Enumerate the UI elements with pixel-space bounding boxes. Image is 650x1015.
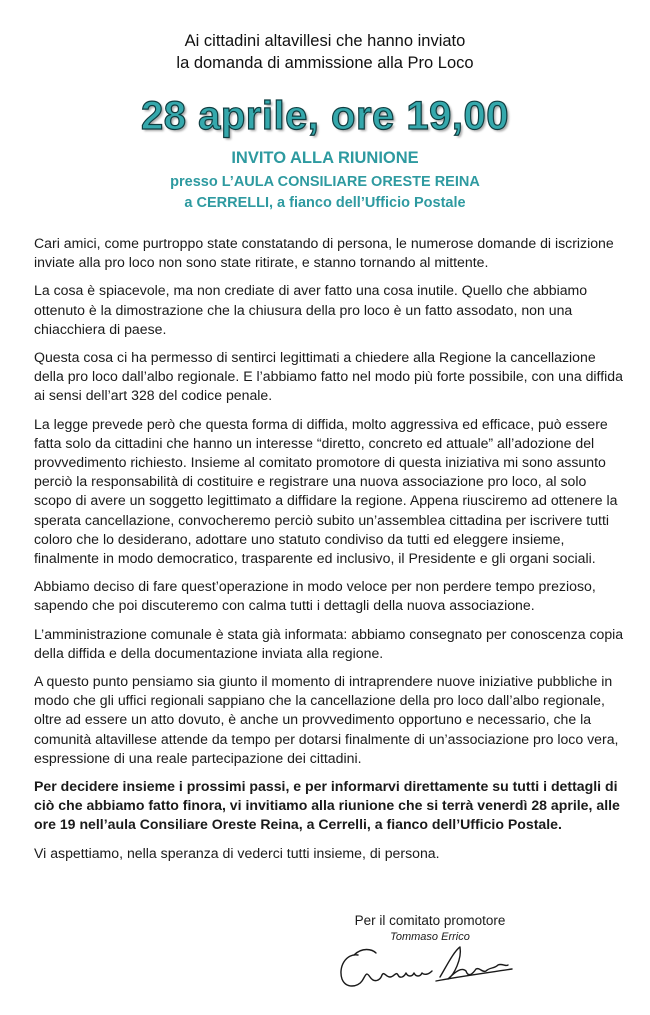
paragraph-8-invitation: Per decidere insieme i prossimi passi, e per informarvi direttamente su tutti i dettagli di ciò che abbiamo fatto finora, vi invitiamo alla riunione che si terrà venerdì 28 aprile, alle ore 19 nell’aula Consiliare Oreste Reina, a Cerrelli, a fianco dell’Ufficio Postale. — [34, 778, 620, 833]
handwritten-signature — [336, 937, 526, 997]
date-title: 28 aprile, ore 19,00 — [140, 94, 509, 138]
paragraph-3: Questa cosa ci ha permesso di sentirci legittimati a chiedere alla Regione la cancellazione della pro loco dall’albo regionale. E l’abbiamo fatto nel modo più forte possibile, con una diffida ai sensi dell’art 328 del codice penale. — [34, 349, 623, 404]
paragraph-9: Vi aspettiamo, nella speranza di vederci tutti insieme, di persona. — [34, 844, 440, 861]
paragraph-2: La cosa è spiacevole, ma non crediate di aver fatto una cosa inutile. Quello che abbiamo ottenuto è la dimostrazione che la chiusura della pro loco è un fatto assodato, non una chiacchiera di paese. — [34, 282, 588, 337]
paragraph-1: Cari amici, come purtroppo state constatando di persona, le numerose domande di iscrizione inviate alla pro loco non sono state ritirate, e stanno tornando al mittente. — [34, 235, 614, 271]
invito-heading: INVITO ALLA RIUNIONE — [231, 149, 419, 167]
intro-block — [0, 30, 650, 74]
venue-block — [0, 172, 650, 214]
paragraph-4: La legge prevede però che questa forma di diffida, molto aggressiva ed efficace, può essere fatta solo da cittadini che hanno un interesse “diretto, concreto ed attuale” all’adozione del provvedimento richiesto. Insieme al comitato promotore di questa iniziativa mi sono assunto perciò la responsabilità di costituire e registrare una nuova associazione pro loco, al solo scopo di avere un soggetto legittimato a diffidare la regione. Appena riusciremo ad ottenere la sperata cancellazione, convocheremo perciò subito un’assemblea cittadina per iscrivere tutti coloro che lo desiderano, adottare uno statuto condiviso da tutti ed eleggere insieme, finalmente in modo democratico, trasparente ed inclusivo, il Presidente e gli organi sociali. — [34, 415, 618, 567]
signature-name: Tommaso Errico — [390, 931, 470, 943]
paragraph-7: A questo punto pensiamo sia giunto il momento di intraprendere nuove iniziative pubbliche in modo che gli uffici regionali sappiano che la cancellazione della pro loco dall’albo regionale, oltre ad essere un atto dovuto, è anche un provvedimento opportuno e necessario, che la comunità altavillese attende da tempo per dotarsi finalmente di un’associazione pro loco vera, espressione di una reale partecipazione dei cittadini. — [34, 673, 619, 766]
intro-line-1: Ai cittadini altavillesi che hanno inviato — [184, 32, 466, 50]
letter-body — [34, 234, 624, 872]
paragraph-6: L’amministrazione comunale è stata già informata: abbiamo consegnato per conoscenza copia della diffida e della documentazione inviata alla regione. — [34, 625, 624, 661]
venue-line-2: a CERRELLI, a fianco dell’Ufficio Postale — [184, 195, 466, 211]
paragraph-5: Abbiamo deciso di fare quest’operazione in modo veloce per non perdere tempo prezioso, sapendo che poi discuteremo con calma tutti i dettagli della nuova associazione. — [34, 578, 596, 614]
signature-label: Per il comitato promotore — [354, 913, 506, 928]
venue-line-1: presso L’AULA CONSILIARE ORESTE REINA — [170, 174, 480, 190]
intro-line-2: la domanda di ammissione alla Pro Loco — [176, 54, 474, 72]
